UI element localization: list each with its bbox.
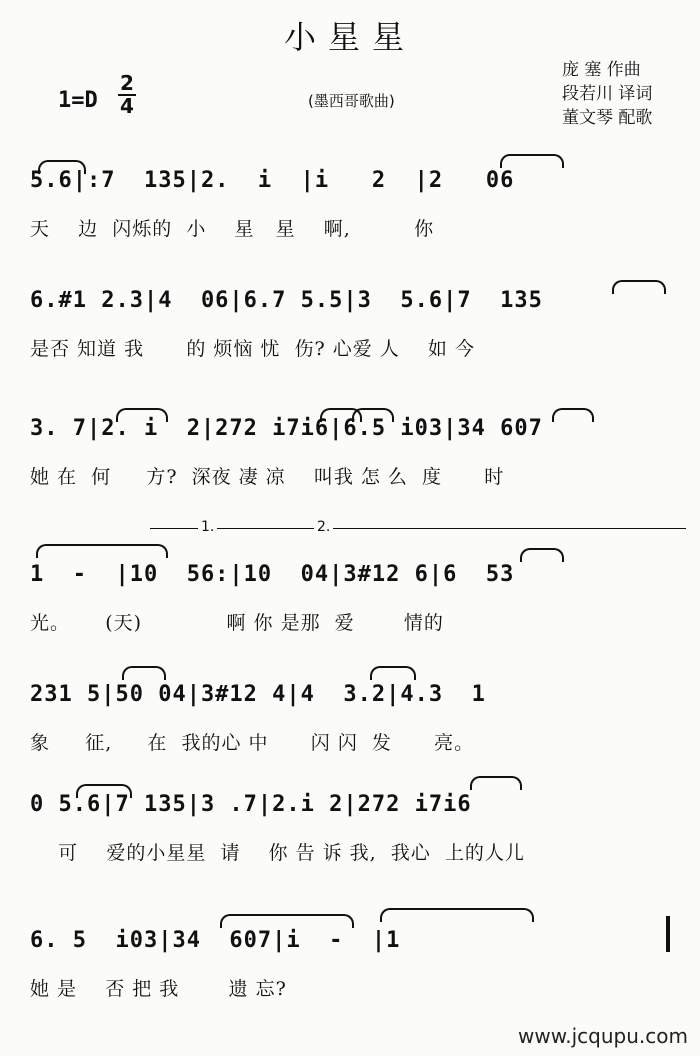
- first-ending: [150, 519, 268, 535]
- slur: [552, 408, 594, 422]
- second-ending: [268, 519, 686, 535]
- slur: [220, 914, 354, 928]
- slur: [36, 544, 168, 558]
- slur: [500, 154, 564, 168]
- notation-line: 3. 7|2. i 2|272 i7i6|6.5 i03|34 607: [30, 416, 543, 441]
- song-title: 小星星: [283, 18, 416, 56]
- meter-top: 2: [120, 71, 134, 95]
- notation-line: 1 - |10 56:|10 04|3#12 6|6 53: [30, 562, 515, 587]
- lyrics-line: 她 在 何 方? 深夜 凄 凉 叫我 怎 么 度 时: [30, 466, 505, 488]
- slur: [122, 666, 166, 680]
- notation-line: 6.#1 2.3|4 06|6.7 5.5|3 5.6|7 135: [30, 288, 543, 313]
- lyrics-line: 她 是 否 把 我 遗 忘?: [30, 978, 287, 1000]
- song-origin: (墨西哥歌曲): [308, 92, 395, 110]
- slur: [520, 548, 564, 562]
- credits: 庞 塞 作曲 段若川 译词 董文琴 配歌: [562, 60, 653, 128]
- lyrics-line: 是否 知道 我 的 烦恼 忧 伤? 心爱 人 如 今: [30, 338, 475, 360]
- time-signature: [118, 71, 136, 118]
- slur: [380, 908, 534, 922]
- first-ending-label: 1.: [198, 519, 217, 535]
- lyrics-line: 天 边 闪烁的 小 星 星 啊, 你: [30, 218, 435, 240]
- lyrics-line: 象 征, 在 我的心 中 闪 闪 发 亮。: [30, 732, 475, 754]
- slur: [370, 666, 416, 680]
- notation-line: 6. 5 i03|34 607|i - |1: [30, 928, 401, 953]
- lyrics-line: 可 爱的小星星 请 你 告 诉 我, 我心 上的人儿: [30, 842, 525, 864]
- second-ending-label: 2.: [314, 519, 333, 535]
- slur: [612, 280, 666, 294]
- notation-line: 0 5.6|7 135|3 .7|2.i 2|272 i7i6: [30, 792, 472, 817]
- site-watermark: www.jcqupu.com: [518, 1024, 688, 1048]
- notation-line: 5.6|:7 135|2. i |i 2 |2 06: [30, 168, 515, 193]
- lyrics-line: 光。 (天) 啊 你 是那 爱 情的: [30, 612, 444, 634]
- key-signature: 1=D: [58, 88, 98, 113]
- final-barline: [666, 916, 670, 952]
- meter-bottom: 4: [120, 94, 134, 118]
- slur: [470, 776, 522, 790]
- notation-line: 231 5|50 04|3#12 4|4 3.2|4.3 1: [30, 682, 486, 707]
